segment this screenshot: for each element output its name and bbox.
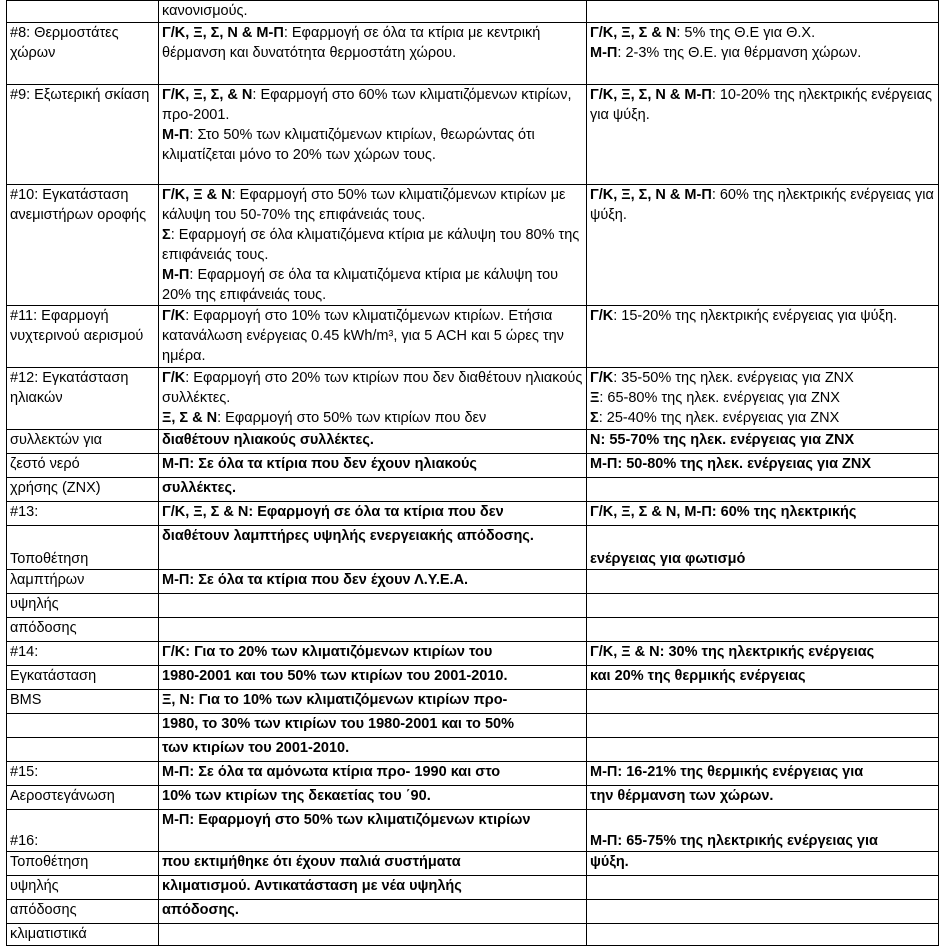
line: κανονισμούς. (162, 3, 248, 19)
application-cell: απόδοσης. (159, 900, 587, 924)
application-text: : Εφαρμογή στο 20% των κτιρίων που δεν διαθέτουν ηλιακούς συλλέκτες. (162, 370, 583, 406)
measure-name-cell: υψηλής (7, 594, 159, 618)
application-text: : Εφαρμογή σε όλα τα κτίρια με κεντρική θέρμανση και δυνατότητα θερμοστάτη χώρου. (162, 25, 541, 61)
application-cell (159, 185, 587, 306)
region-label: Γ/Κ (162, 308, 186, 324)
savings-cell (587, 594, 939, 618)
savings-text: : 35-50% της ηλεκ. ενέργειας για ZNX (613, 370, 854, 386)
table-row (7, 690, 939, 714)
table-row (7, 526, 939, 570)
savings-cell (587, 306, 939, 368)
measure-name-cell: #10: Εγκατάσταση ανεμιστήρων οροφής (7, 185, 159, 306)
measure-name-cell: ζεστό νερό (7, 454, 159, 478)
table-row (7, 714, 939, 738)
region-label: Γ/Κ, Ξ, Σ, & Ν (162, 87, 253, 103)
measures-table (6, 0, 939, 946)
table-row (7, 23, 939, 85)
savings-text: : 60% της ηλεκτρικής ενέργειας για ψύξη. (590, 187, 934, 223)
savings-cell (587, 478, 939, 502)
savings-cell (587, 85, 939, 185)
table-row (7, 502, 939, 526)
savings-text: : 65-80% της ηλεκ. ενέργειας για ZNX (599, 390, 840, 406)
region-label: Μ-Π (162, 267, 190, 283)
region-label: Σ (162, 227, 171, 243)
savings-cell (587, 368, 939, 430)
measure-name-cell: #11: Εφαρμογή νυχτερινού αερισμού (7, 306, 159, 368)
savings-cell (587, 185, 939, 306)
measure-name-cell: #15: (7, 762, 159, 786)
region-label: Γ/Κ (590, 308, 614, 324)
table-row (7, 924, 939, 946)
application-cell: Μ-Π: Σε όλα τα κτίρια που δεν έχουν ηλιακούς (159, 454, 587, 478)
savings-cell (587, 1, 939, 23)
table-row (7, 570, 939, 594)
table-row (7, 430, 939, 454)
table-row (7, 85, 939, 185)
measure-name-cell: κλιματιστικά (7, 924, 159, 946)
measure-name-cell: #8: Θερμοστάτες χώρων (7, 23, 159, 85)
application-cell: Μ-Π: Σε όλα τα κτίρια που δεν έχουν Λ.Υ.Ε.Α. (159, 570, 587, 594)
application-cell: συλλέκτες. (159, 478, 587, 502)
table-row (7, 876, 939, 900)
application-cell: διαθέτουν ηλιακούς συλλέκτες. (159, 430, 587, 454)
measure-name-cell (7, 714, 159, 738)
application-cell (159, 594, 587, 618)
application-cell: 1980, το 30% των κτιρίων του 1980-2001 και το 50% (159, 714, 587, 738)
region-label: Μ-Π (590, 45, 618, 61)
measure-name-cell: #9: Εξωτερική σκίαση (7, 85, 159, 185)
application-cell: που εκτιμήθηκε ότι έχουν παλιά συστήματα (159, 852, 587, 876)
savings-cell (587, 690, 939, 714)
measure-name-cell (7, 1, 159, 23)
table-row (7, 762, 939, 786)
measure-name-cell: Τοποθέτηση (7, 852, 159, 876)
region-label: Σ (590, 410, 599, 426)
savings-cell (587, 570, 939, 594)
region-label: Ξ, Σ & Ν (162, 410, 218, 426)
savings-cell: την θέρμανση των χώρων. (587, 786, 939, 810)
savings-text: : 2-3% της Θ.Ε. για θέρμανση χώρων. (617, 45, 862, 61)
savings-cell: Μ-Π: 65-75% της ηλεκτρικής ενέργειας για (587, 810, 939, 852)
application-cell: κλιματισμού. Αντικατάσταση με νέα υψηλής (159, 876, 587, 900)
application-text: : Εφαρμογή σε όλα τα κλιματιζόμενα κτίρια με κάλυψη του 20% της επιφάνειάς τους. (162, 267, 559, 303)
measure-name-cell: BMS (7, 690, 159, 714)
application-cell (159, 368, 587, 430)
measure-name-cell (7, 738, 159, 762)
application-cell: Μ-Π: Εφαρμογή στο 50% των κλιματιζόμενων κτιρίων (159, 810, 587, 852)
region-label: Μ-Π (162, 127, 190, 143)
measure-name-cell: Εγκατάσταση (7, 666, 159, 690)
measure-name-cell: #16: (7, 810, 159, 852)
savings-text: : 10-20% της ηλεκτρικής ενέργειας για ψύξη. (590, 87, 932, 123)
savings-text: : 25-40% της ηλεκ. ενέργειας για ZNX (598, 410, 840, 426)
measure-name-cell: #12: Εγκατάσταση ηλιακών (7, 368, 159, 430)
application-cell: Γ/Κ, Ξ, Σ & Ν: Εφαρμογή σε όλα τα κτίρια που δεν (159, 502, 587, 526)
savings-cell (587, 900, 939, 924)
application-cell: 1980-2001 και του 50% των κτιρίων του 2001-2010. (159, 666, 587, 690)
table-row (7, 454, 939, 478)
table-row (7, 786, 939, 810)
application-cell: Γ/Κ: Για το 20% των κλιματιζόμενων κτιρίων του (159, 642, 587, 666)
savings-cell: Γ/Κ, Ξ & Ν: 30% της ηλεκτρικής ενέργειας (587, 642, 939, 666)
savings-cell (587, 876, 939, 900)
region-label: Γ/Κ, Ξ, Σ, Ν & Μ-Π (590, 187, 712, 203)
table-row (7, 738, 939, 762)
application-text: : Εφαρμογή στο 50% των κλιματιζόμενων κτιρίων με κάλυψη του 50-70% της επιφάνειάς τους. (162, 187, 566, 223)
table-row (7, 900, 939, 924)
table-row (7, 478, 939, 502)
measure-name-cell: #13: (7, 502, 159, 526)
savings-text: : 5% της Θ.Ε για Θ.Χ. (676, 25, 816, 41)
table-row (7, 810, 939, 852)
application-cell: των κτιρίων του 2001-2010. (159, 738, 587, 762)
application-text: : Στο 50% των κλιματιζόμενων κτιρίων, θεωρώντας ότι κλιματίζεται μόνο το 20% των χώρων τους. (162, 127, 535, 163)
measure-name-cell: Αεροστεγάνωση (7, 786, 159, 810)
savings-cell: Γ/Κ, Ξ, Σ & Ν, Μ-Π: 60% της ηλεκτρικής (587, 502, 939, 526)
savings-cell: και 20% της θερμικής ενέργειας (587, 666, 939, 690)
application-cell (159, 924, 587, 946)
application-cell (159, 85, 587, 185)
application-cell (159, 306, 587, 368)
table-row (7, 306, 939, 368)
savings-cell: Μ-Π: 50-80% της ηλεκ. ενέργειας για ZNX (587, 454, 939, 478)
measure-name-cell: συλλεκτών για (7, 430, 159, 454)
table-row (7, 852, 939, 876)
measure-name-cell: απόδοσης (7, 618, 159, 642)
measure-name-cell: λαμπτήρων (7, 570, 159, 594)
application-text: : Εφαρμογή στο 10% των κλιματιζόμενων κτιρίων. Ετήσια κατανάλωση ενέργειας 0.45 kWh/m³, για 5 ACH και 5 ώρες την ημέρα. (162, 308, 564, 364)
region-label: Γ/Κ, Ξ, Σ, Ν & Μ-Π (590, 87, 712, 103)
application-cell (159, 618, 587, 642)
measure-name-cell: #14: (7, 642, 159, 666)
table-row (7, 642, 939, 666)
measure-name-cell: Τοποθέτηση (7, 526, 159, 570)
savings-cell (587, 714, 939, 738)
application-cell: Ξ, Ν: Για το 10% των κλιματιζόμενων κτιρίων προ- (159, 690, 587, 714)
savings-cell (587, 738, 939, 762)
savings-cell: Μ-Π: 16-21% της θερμικής ενέργειας για (587, 762, 939, 786)
region-label: Γ/Κ, Ξ, Σ & Ν (590, 25, 677, 41)
table-row (7, 368, 939, 430)
application-text: : Εφαρμογή στο 60% των κλιματιζόμενων κτιρίων, προ-2001. (162, 87, 572, 123)
table-row (7, 185, 939, 306)
region-label: Ξ (590, 390, 600, 406)
measure-name-cell: υψηλής (7, 876, 159, 900)
region-label: Γ/Κ (590, 370, 614, 386)
table-row (7, 618, 939, 642)
savings-cell (587, 924, 939, 946)
region-label: Γ/Κ, Ξ, Σ, Ν & Μ-Π (162, 25, 284, 41)
application-cell: 10% των κτιρίων της δεκαετίας του ΄90. (159, 786, 587, 810)
region-label: Γ/Κ (162, 370, 186, 386)
table-row (7, 594, 939, 618)
savings-cell (587, 618, 939, 642)
savings-cell: Ν: 55-70% της ηλεκ. ενέργειας για ZNX (587, 430, 939, 454)
measure-name-cell: χρήσης (ZNX) (7, 478, 159, 502)
application-text: : Εφαρμογή σε όλα κλιματιζόμενα κτίρια με κάλυψη του 80% της επιφάνειάς τους. (162, 227, 580, 263)
application-cell (159, 23, 587, 85)
savings-cell (587, 23, 939, 85)
savings-cell: ψύξη. (587, 852, 939, 876)
application-cell (159, 1, 587, 23)
application-cell: Μ-Π: Σε όλα τα αμόνωτα κτίρια προ- 1990 και στο (159, 762, 587, 786)
application-cell: διαθέτουν λαμπτήρες υψηλής ενεργειακής απόδοσης. (159, 526, 587, 570)
application-text: : Εφαρμογή στο 50% των κτιρίων που δεν (217, 410, 487, 426)
table-row (7, 1, 939, 23)
measure-name-cell: απόδοσης (7, 900, 159, 924)
savings-text: : 15-20% της ηλεκτρικής ενέργειας για ψύξη. (613, 308, 898, 324)
table-row (7, 666, 939, 690)
savings-cell: ενέργειας για φωτισμό (587, 526, 939, 570)
region-label: Γ/Κ, Ξ & Ν (162, 187, 232, 203)
